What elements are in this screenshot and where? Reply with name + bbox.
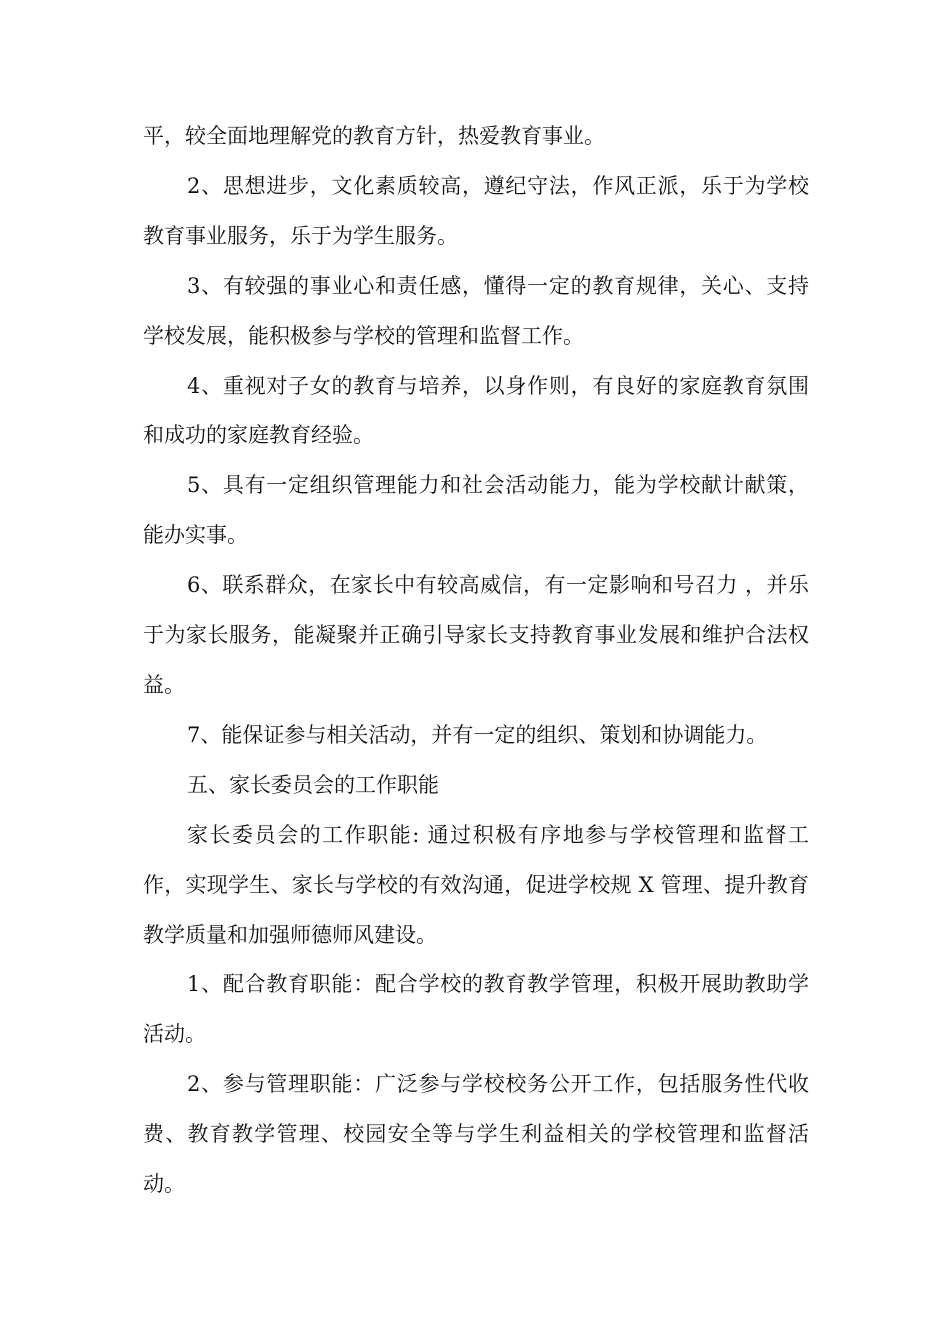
paragraph-item-2: 2、思想进步，文化素质较高，遵纪守法，作风正派，乐于为学校教育事业服务，乐于为学生服务。	[143, 173, 809, 248]
paragraph-section-intro: 家长委员会的工作职能: 通过积极有序地参与学校管理和监督工作，实现学生、家长与学校的有效沟通，促进学校规 X 管理、提升教育教学质量和加强师德师风建设。	[143, 822, 809, 947]
paragraph-item-6: 6、联系群众，在家长中有较高威信，有一定影响和号召力 ，并乐于为家长服务，能凝聚并正确引导家长支持教育事业发展和维护合法权益。	[143, 573, 809, 697]
paragraph-continuation: 平，较全面地理解党的教育方针，热爱教育事业。	[143, 124, 605, 148]
paragraph-item-5: 5、具有一定组织管理能力和社会活动能力，能为学校献计献策，能办实事。	[143, 473, 809, 548]
section-heading: 五、家长委员会的工作职能	[187, 772, 439, 797]
paragraph-item-7: 7、能保证参与相关活动，并有一定的组织、策划和协调能力。	[187, 722, 768, 747]
paragraph-function-1: 1、配合教育职能：配合学校的教育教学管理，积极开展助教助学活动。	[143, 972, 809, 1047]
paragraph-function-2: 2、参与管理职能：广泛参与学校校务公开工作，包括服务性代收费、教育教学管理、校园安全等与学生利益相关的学校管理和监督活动。	[143, 1072, 809, 1197]
paragraph-item-3: 3、有较强的事业心和责任感，懂得一定的教育规律，关心、支持学校发展，能积极参与学校的管理和监督工作。	[143, 273, 809, 348]
paragraph-item-4: 4、重视对子女的教育与培养，以身作则，有良好的家庭教育氛围和成功的家庭教育经验。	[143, 373, 809, 448]
document-body	[143, 112, 809, 1210]
